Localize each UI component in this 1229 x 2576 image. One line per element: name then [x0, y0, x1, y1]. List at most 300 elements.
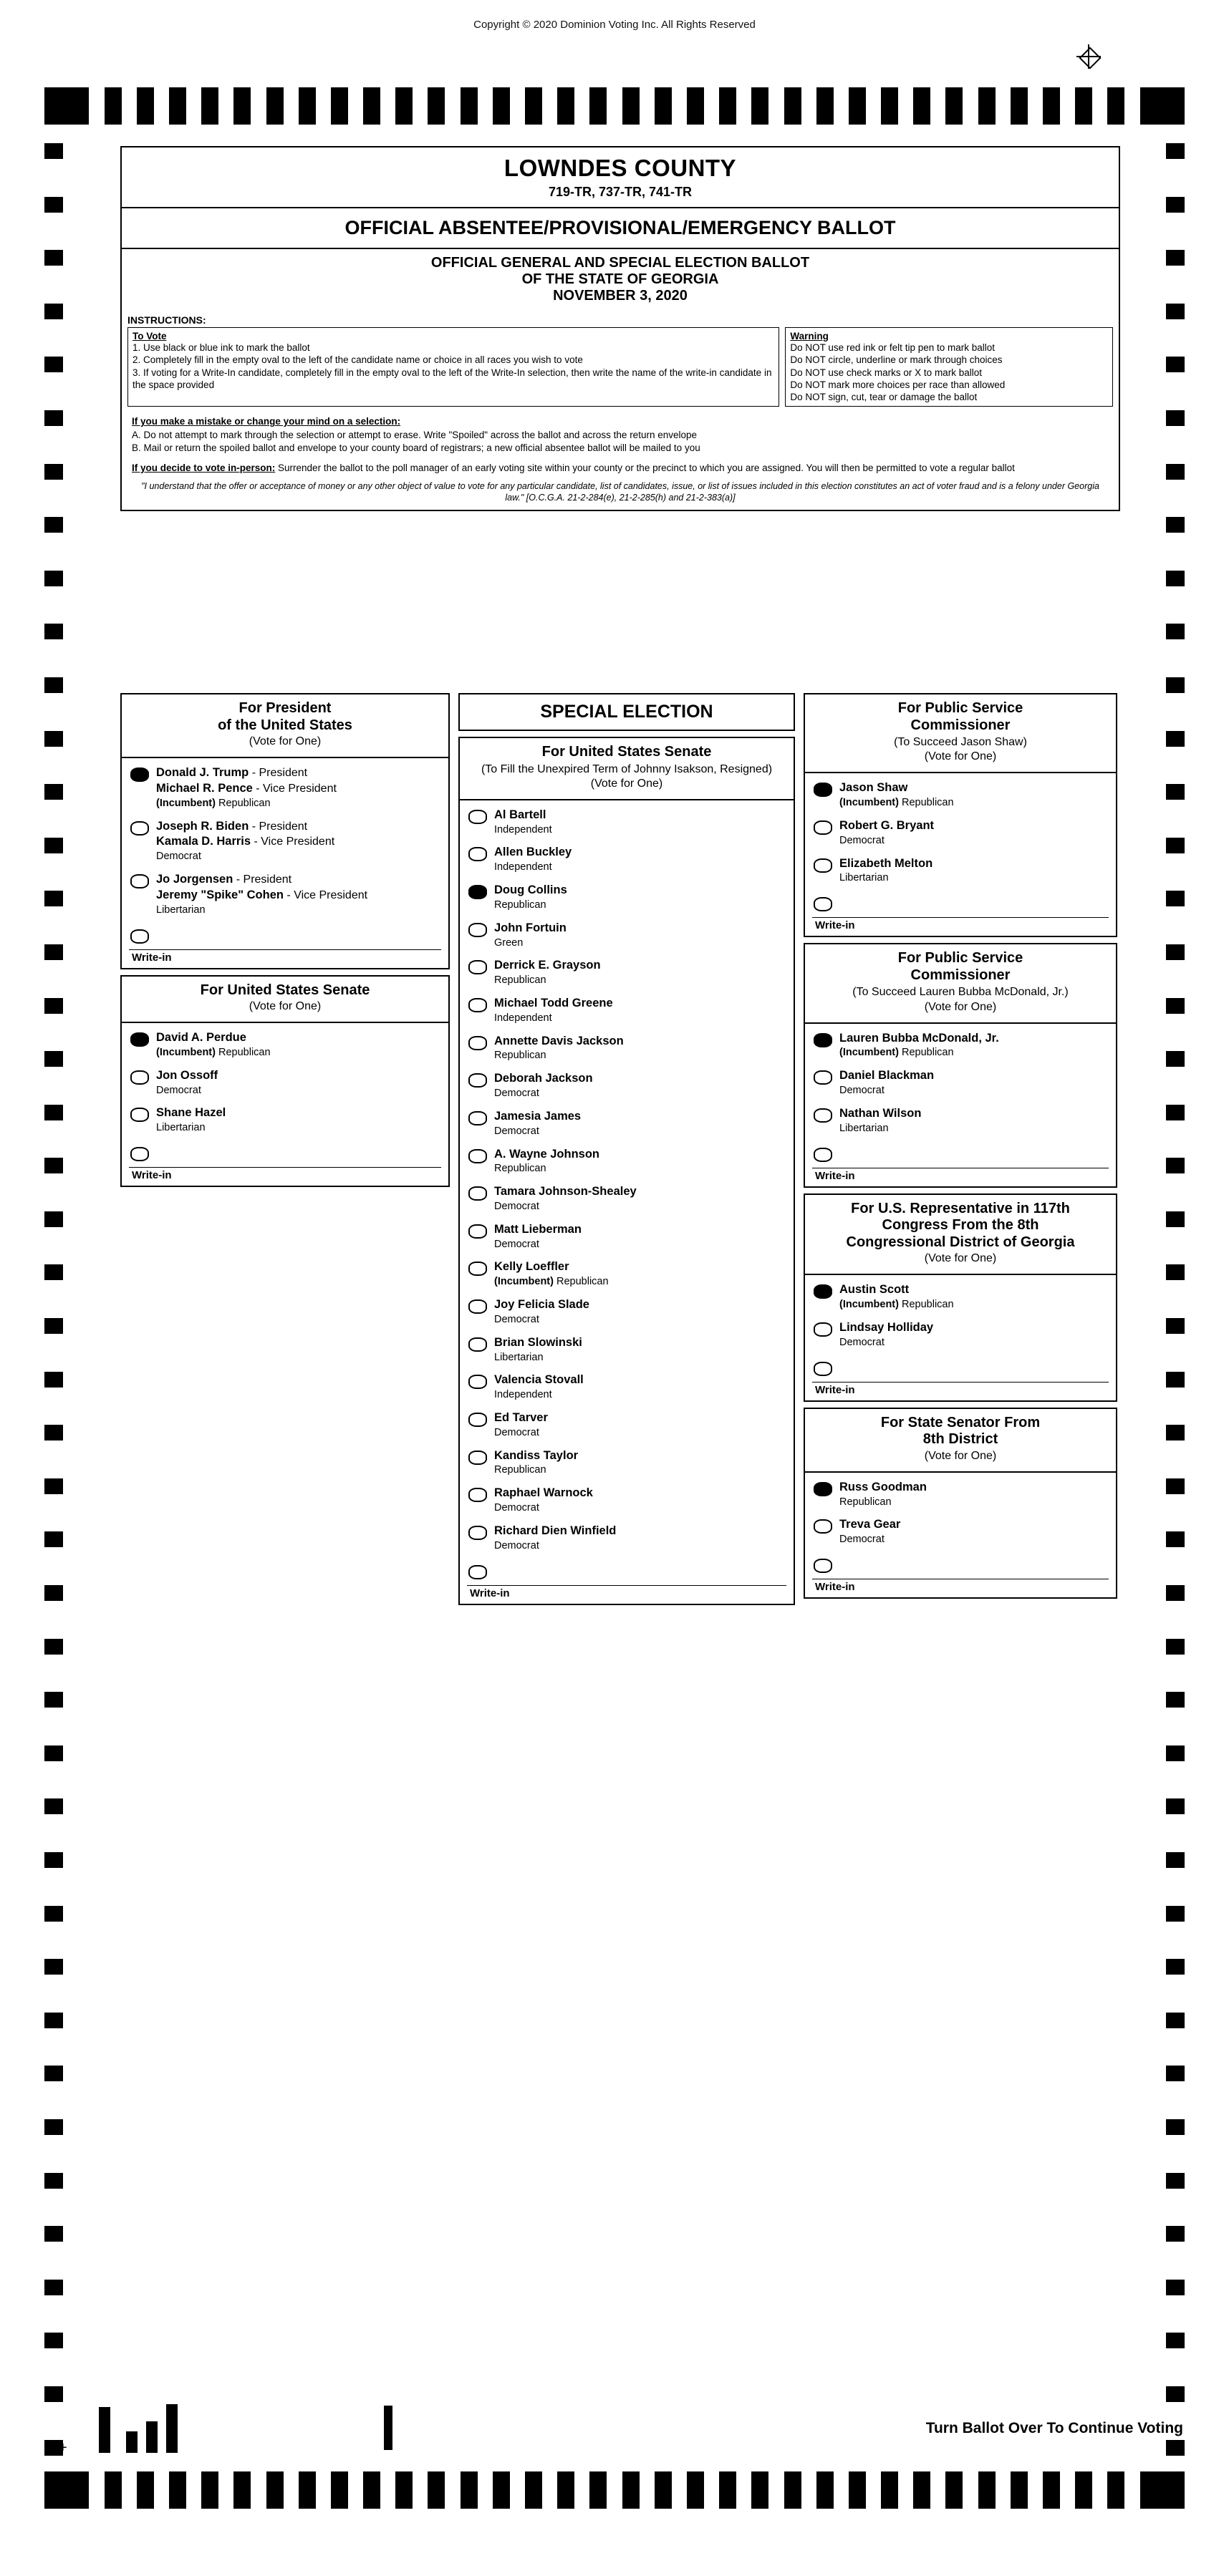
write-in-oval[interactable] — [814, 1559, 832, 1573]
timing-mark — [44, 250, 63, 266]
incumbent-label: (Incumbent) — [839, 1299, 902, 1311]
candidate-option[interactable] — [122, 758, 448, 811]
write-in-oval[interactable] — [814, 897, 832, 911]
candidate-option[interactable] — [805, 1473, 1116, 1511]
candidate-party: Democrat — [494, 1426, 539, 1438]
candidate-option[interactable] — [460, 876, 794, 914]
timing-mark — [687, 2471, 704, 2509]
timing-mark — [816, 87, 834, 125]
candidate-option[interactable] — [122, 865, 448, 918]
candidate-option[interactable] — [460, 1290, 794, 1328]
write-in-oval[interactable] — [814, 1148, 832, 1162]
timing-mark — [1140, 2471, 1185, 2509]
candidate-text — [494, 1034, 624, 1063]
candidate-name: Kelly Loeffler — [494, 1260, 569, 1274]
candidate-name: David A. Perdue — [156, 1031, 246, 1045]
candidate-name: Ed Tarver — [494, 1411, 548, 1425]
vote-oval[interactable] — [468, 1413, 487, 1427]
timing-mark — [44, 998, 63, 1014]
vote-oval[interactable] — [468, 960, 487, 974]
timing-mark — [44, 1531, 63, 1547]
timing-mark — [44, 1105, 63, 1120]
timing-mark — [1140, 87, 1185, 125]
timing-mark — [44, 944, 63, 960]
running-mate-name: Michael R. Pence — [156, 781, 253, 795]
candidate-party: Democrat — [494, 1313, 539, 1325]
timing-mark — [1166, 571, 1185, 586]
vote-for-instruction: (Vote for One) — [924, 750, 997, 763]
timing-mark — [1166, 998, 1185, 1014]
candidate-party: Democrat — [494, 1539, 539, 1551]
candidate-option[interactable] — [460, 1102, 794, 1140]
in-person-text: Surrender the ballot to the poll manager of an early voting site within your county or the precinct to which you are assigned. You will then be permitted to vote a regular ballot — [278, 462, 1015, 473]
mistake-title: If you make a mistake or change your mind on a selection: — [132, 416, 401, 427]
candidate-option[interactable] — [460, 1516, 794, 1554]
candidate-name: Kandiss Taylor — [494, 1448, 579, 1462]
timing-mark — [44, 304, 63, 319]
candidate-option[interactable] — [805, 1510, 1116, 1548]
vote-oval[interactable] — [468, 998, 487, 1012]
candidate-option[interactable] — [460, 1027, 794, 1065]
timing-mark — [44, 1852, 63, 1868]
vote-oval[interactable] — [468, 923, 487, 937]
timing-mark — [266, 87, 284, 125]
timing-mark — [299, 2471, 316, 2509]
candidate-name: Jamesia James — [494, 1109, 582, 1123]
candidate-text — [494, 883, 567, 912]
timing-mark — [589, 87, 607, 125]
candidate-text — [494, 921, 567, 950]
timing-marks-top — [44, 87, 1185, 125]
candidate-text — [494, 1184, 637, 1214]
candidate-name: Lauren Bubba McDonald, Jr. — [839, 1031, 999, 1045]
warning-title: Warning — [790, 331, 829, 342]
timing-mark — [1043, 2471, 1060, 2509]
candidate-text — [494, 996, 613, 1025]
timing-mark — [1166, 1906, 1185, 1922]
timing-mark — [137, 87, 154, 125]
candidate-text — [494, 1071, 593, 1100]
candidate-option[interactable] — [460, 1215, 794, 1253]
timing-mark — [299, 87, 316, 125]
candidate-name: Joy Felicia Slade — [494, 1298, 589, 1312]
timing-mark — [201, 87, 218, 125]
warning-line-1: Do NOT use red ink or felt tip pen to mark ballot — [790, 342, 996, 353]
timing-mark — [44, 1264, 63, 1280]
candidate-party: (Incumbent) Republican — [156, 797, 271, 809]
candidate-party: Libertarian — [156, 904, 206, 916]
election-date: NOVEMBER 3, 2020 — [553, 288, 688, 304]
special-election-banner — [458, 693, 795, 731]
candidate-party: Democrat — [839, 1534, 885, 1546]
timing-mark — [525, 87, 542, 125]
vote-for-instruction: (Vote for One) — [590, 777, 663, 790]
timing-mark — [44, 1639, 63, 1655]
candidate-option[interactable] — [805, 811, 1116, 849]
candidate-text — [839, 856, 932, 886]
vote-oval[interactable] — [468, 1337, 487, 1352]
candidate-option[interactable] — [460, 951, 794, 989]
candidate-name: Nathan Wilson — [839, 1106, 922, 1120]
candidate-party: Republican — [494, 1464, 546, 1476]
candidate-party: Libertarian — [839, 872, 889, 884]
vote-oval[interactable] — [814, 783, 832, 797]
timing-mark — [978, 2471, 996, 2509]
candidate-party: Libertarian — [839, 1122, 889, 1134]
candidate-text — [156, 765, 337, 810]
timing-mark — [1166, 1745, 1185, 1761]
timing-mark — [1166, 838, 1185, 853]
candidate-text — [839, 1320, 933, 1350]
timing-mark — [44, 2471, 89, 2509]
to-vote-line-1: 1. Use black or blue ink to mark the ballot — [132, 342, 310, 353]
vote-for-instruction: (Vote for One) — [249, 1000, 322, 1013]
vote-oval[interactable] — [130, 768, 149, 782]
timing-mark — [44, 464, 63, 480]
vote-oval[interactable] — [468, 1036, 487, 1050]
timing-mark — [44, 1051, 63, 1067]
timing-mark — [1166, 1692, 1185, 1708]
to-vote-line-3: 3. If voting for a Write-In candidate, completely fill in the empty oval to the left of the Write-In selection, then write the name of the write-in candidate in the space provided — [132, 367, 772, 390]
vote-oval[interactable] — [814, 1482, 832, 1496]
candidate-option[interactable] — [460, 1403, 794, 1441]
vote-oval[interactable] — [468, 1224, 487, 1239]
candidate-text — [839, 1480, 927, 1509]
write-in-option[interactable] — [460, 1554, 794, 1581]
timing-mark — [44, 1318, 63, 1334]
vote-oval[interactable] — [468, 1451, 487, 1465]
timing-mark — [1166, 250, 1185, 266]
vote-oval[interactable] — [468, 847, 487, 861]
running-mate-office: - Vice President — [283, 888, 368, 901]
incumbent-label: (Incumbent) — [494, 1276, 556, 1288]
timing-mark — [1166, 2013, 1185, 2028]
candidate-option[interactable] — [805, 1099, 1116, 1137]
vote-oval[interactable] — [814, 820, 832, 835]
vote-oval[interactable] — [468, 1375, 487, 1389]
timing-mark — [849, 87, 866, 125]
candidate-name: Joseph R. Biden — [156, 819, 249, 833]
timing-mark — [751, 87, 768, 125]
vote-oval[interactable] — [814, 858, 832, 873]
timing-mark — [44, 891, 63, 906]
timing-mark — [44, 1211, 63, 1227]
timing-mark — [169, 87, 186, 125]
timing-mark — [428, 87, 445, 125]
candidate-option[interactable] — [460, 1064, 794, 1102]
timing-mark — [1011, 2471, 1028, 2509]
vote-oval[interactable] — [468, 1111, 487, 1125]
timing-mark — [44, 1798, 63, 1814]
timing-mark — [1166, 731, 1185, 747]
warning-line-3: Do NOT use check marks or X to mark ballot — [790, 367, 982, 378]
timing-mark — [1166, 1051, 1185, 1067]
vote-oval[interactable] — [814, 1108, 832, 1123]
candidate-option[interactable] — [460, 1441, 794, 1479]
timing-mark — [331, 2471, 348, 2509]
candidate-text — [156, 1068, 218, 1098]
timing-mark — [461, 2471, 478, 2509]
turn-over-instruction: Turn Ballot Over To Continue Voting — [925, 2420, 1183, 2436]
precinct-list: 719-TR, 737-TR, 741-TR — [548, 185, 693, 199]
timing-mark — [44, 1906, 63, 1922]
candidate-option[interactable] — [805, 1061, 1116, 1099]
instructions-label: INSTRUCTIONS: — [127, 314, 206, 326]
timing-mark — [525, 2471, 542, 2509]
timing-mark — [44, 731, 63, 747]
timing-mark — [655, 87, 672, 125]
copyright-notice: Copyright © 2020 Dominion Voting Inc. All Rights Reserved — [473, 19, 756, 31]
vote-oval[interactable] — [814, 1284, 832, 1299]
candidate-party: Republican — [494, 974, 546, 987]
candidate-party: Democrat — [494, 1502, 539, 1514]
timing-mark — [44, 1478, 63, 1494]
vote-for-instruction: (Vote for One) — [924, 1000, 997, 1013]
candidate-option[interactable] — [122, 1023, 448, 1061]
timing-mark — [881, 2471, 898, 2509]
candidate-option[interactable] — [805, 773, 1116, 811]
candidate-text — [494, 1335, 582, 1365]
timing-mark — [1166, 517, 1185, 533]
vote-oval[interactable] — [468, 1262, 487, 1276]
vote-oval[interactable] — [130, 821, 149, 836]
write-in-oval[interactable] — [130, 1147, 149, 1161]
candidate-party: Democrat — [156, 851, 201, 863]
timing-mark — [44, 624, 63, 639]
timing-mark — [44, 87, 89, 125]
candidate-text — [494, 1372, 584, 1402]
candidate-text — [494, 1448, 578, 1478]
contest-subtitle: (To Succeed Jason Shaw) — [894, 736, 1027, 749]
candidate-option[interactable] — [805, 1275, 1116, 1313]
candidate-option[interactable] — [805, 849, 1116, 887]
write-in-option[interactable] — [805, 886, 1116, 913]
timing-mark — [44, 2280, 63, 2295]
candidate-party: Independent — [494, 861, 552, 873]
contest-us-senate-perdue — [120, 975, 450, 1188]
vote-oval[interactable] — [814, 1519, 832, 1534]
candidate-name: Matt Lieberman — [494, 1222, 582, 1236]
vote-oval[interactable] — [468, 810, 487, 824]
candidate-text — [839, 1282, 954, 1312]
timing-mark — [1166, 357, 1185, 372]
candidate-option[interactable] — [460, 1252, 794, 1290]
candidate-party: Independent — [494, 823, 552, 836]
timing-mark — [493, 2471, 510, 2509]
timing-mark — [1075, 87, 1092, 125]
timing-mark — [1166, 891, 1185, 906]
to-vote-line-2: 2. Completely fill in the empty oval to the left of the candidate name or choice in all races you wish to vote — [132, 354, 583, 366]
ballot-subtitle-1: OFFICIAL GENERAL AND SPECIAL ELECTION BALLOT — [430, 255, 810, 271]
candidate-option[interactable] — [122, 1098, 448, 1136]
timing-mark — [945, 2471, 963, 2509]
timing-marks-right — [1166, 143, 1185, 2456]
candidate-office: - President — [249, 767, 308, 780]
timing-mark — [363, 87, 380, 125]
timing-mark — [44, 2066, 63, 2081]
write-in-option[interactable] — [805, 1548, 1116, 1574]
ballot-subtitle-2: OF THE STATE OF GEORGIA — [521, 271, 719, 287]
write-in-option[interactable] — [122, 919, 448, 945]
write-in-oval[interactable] — [468, 1565, 487, 1579]
vote-oval[interactable] — [130, 874, 149, 888]
write-in-option[interactable] — [805, 1351, 1116, 1377]
candidate-text — [494, 845, 572, 874]
timing-mark — [233, 2471, 251, 2509]
timing-mark — [1166, 2226, 1185, 2242]
candidate-text — [156, 1030, 271, 1060]
timing-mark — [44, 2173, 63, 2189]
candidate-text — [494, 1109, 581, 1138]
ballot-type-title: OFFICIAL ABSENTEE/PROVISIONAL/EMERGENCY BALLOT — [344, 217, 896, 238]
vote-oval[interactable] — [468, 1488, 487, 1502]
candidate-party: Democrat — [839, 1336, 885, 1348]
timing-mark — [1166, 1585, 1185, 1601]
vote-oval[interactable] — [130, 1070, 149, 1085]
candidate-party: Libertarian — [494, 1351, 544, 1363]
contest-title: For United States Senate — [541, 744, 712, 760]
in-person-title: If you decide to vote in-person: — [132, 462, 276, 473]
candidate-name: Richard Dien Winfield — [494, 1524, 617, 1537]
write-in-oval[interactable] — [814, 1362, 832, 1376]
candidate-name: Austin Scott — [839, 1283, 910, 1297]
candidate-text — [494, 1410, 548, 1440]
timing-mark — [1166, 1211, 1185, 1227]
timing-mark — [1075, 2471, 1092, 2509]
candidate-name: Michael Todd Greene — [494, 996, 613, 1009]
candidate-option[interactable] — [460, 838, 794, 876]
candidate-party: Republican — [494, 1050, 546, 1062]
candidate-party: Democrat — [494, 1238, 539, 1250]
timing-mark — [395, 2471, 413, 2509]
timing-mark — [1166, 1372, 1185, 1388]
timing-mark — [784, 2471, 801, 2509]
contest-title: For President of the United States — [218, 700, 352, 733]
candidate-option[interactable] — [460, 914, 794, 952]
candidate-party: (Incumbent) Republican — [156, 1046, 271, 1058]
alignment-plus-icon: + — [59, 2440, 67, 2456]
candidate-text — [494, 1222, 582, 1251]
timing-mark — [331, 87, 348, 125]
timing-mark — [1107, 87, 1124, 125]
candidate-party: Independent — [494, 1389, 552, 1401]
candidate-party: Democrat — [494, 1200, 539, 1212]
timing-mark — [1166, 197, 1185, 213]
timing-mark — [1166, 1158, 1185, 1173]
contest-title: For State Senator From 8th District — [880, 1414, 1041, 1448]
candidate-party: Green — [494, 936, 524, 949]
candidate-party: Republican — [839, 1496, 892, 1508]
candidate-party: Libertarian — [156, 1122, 206, 1134]
candidate-name: Doug Collins — [494, 883, 567, 897]
running-mate-office: - Vice President — [252, 782, 337, 795]
timing-mark — [44, 1959, 63, 1975]
contest-title: For Public Service Commissioner — [897, 950, 1023, 983]
candidate-text — [839, 1517, 900, 1546]
bottom-barcode-marks — [57, 2400, 401, 2457]
candidate-option[interactable] — [122, 1061, 448, 1099]
contest-us-rep-8th — [804, 1193, 1117, 1402]
candidate-option[interactable] — [805, 1024, 1116, 1062]
candidate-text — [156, 1105, 226, 1135]
candidate-option[interactable] — [460, 989, 794, 1027]
vote-oval[interactable] — [468, 1073, 487, 1088]
incumbent-label: (Incumbent) — [156, 1046, 218, 1058]
candidate-text — [156, 819, 334, 863]
timing-mark — [1166, 1425, 1185, 1440]
timing-mark — [233, 87, 251, 125]
candidate-option[interactable] — [460, 800, 794, 838]
write-in-label: Write-in — [815, 1169, 855, 1182]
vote-oval[interactable] — [468, 1299, 487, 1314]
candidate-option[interactable] — [805, 1313, 1116, 1351]
write-in-label: Write-in — [132, 1169, 172, 1182]
candidate-option[interactable] — [122, 812, 448, 865]
candidate-name: Tamara Johnson-Shealey — [494, 1185, 637, 1199]
running-mate-office: - Vice President — [251, 836, 335, 848]
candidate-name: Robert G. Bryant — [839, 819, 935, 833]
timing-mark — [266, 2471, 284, 2509]
candidate-name: Al Bartell — [494, 808, 546, 821]
to-vote-title: To Vote — [132, 331, 167, 342]
timing-mark — [1011, 87, 1028, 125]
candidate-option[interactable] — [460, 1140, 794, 1178]
timing-mark — [1166, 2119, 1185, 2135]
write-in-oval[interactable] — [130, 929, 149, 944]
timing-mark — [849, 2471, 866, 2509]
vote-oval[interactable] — [468, 885, 487, 899]
vote-oval[interactable] — [130, 1108, 149, 1122]
timing-mark — [44, 784, 63, 800]
write-in-label: Write-in — [815, 919, 855, 932]
vote-oval[interactable] — [468, 1526, 487, 1540]
write-in-label: Write-in — [470, 1587, 510, 1599]
vote-oval[interactable] — [814, 1322, 832, 1337]
candidate-office: - President — [233, 873, 292, 886]
timing-marks-left — [44, 143, 63, 2456]
vote-oval[interactable] — [468, 1149, 487, 1163]
write-in-option[interactable] — [805, 1137, 1116, 1163]
write-in-option[interactable] — [122, 1136, 448, 1163]
timing-mark — [1166, 944, 1185, 960]
vote-oval[interactable] — [814, 1070, 832, 1085]
write-in-label: Write-in — [132, 951, 172, 964]
timing-mark — [1166, 2173, 1185, 2189]
warning-box — [785, 327, 1113, 407]
candidate-name: Jason Shaw — [839, 781, 908, 795]
running-mate-name: Kamala D. Harris — [156, 835, 251, 848]
incumbent-label: (Incumbent) — [839, 797, 902, 809]
candidate-text — [839, 780, 954, 810]
candidate-name: Lindsay Holliday — [839, 1321, 934, 1335]
timing-mark — [1166, 1478, 1185, 1494]
timing-mark — [169, 2471, 186, 2509]
timing-mark — [1166, 677, 1185, 693]
vote-oval[interactable] — [130, 1032, 149, 1047]
timing-mark — [687, 87, 704, 125]
candidate-option[interactable] — [460, 1177, 794, 1215]
candidate-option[interactable] — [460, 1478, 794, 1516]
candidate-option[interactable] — [460, 1328, 794, 1366]
contest-psc-mcdonald — [804, 943, 1117, 1187]
timing-mark — [622, 87, 640, 125]
vote-oval[interactable] — [468, 1186, 487, 1201]
candidate-text — [494, 1259, 609, 1289]
candidate-option[interactable] — [460, 1365, 794, 1403]
timing-mark — [655, 2471, 672, 2509]
vote-oval[interactable] — [814, 1033, 832, 1047]
timing-mark — [1043, 87, 1060, 125]
